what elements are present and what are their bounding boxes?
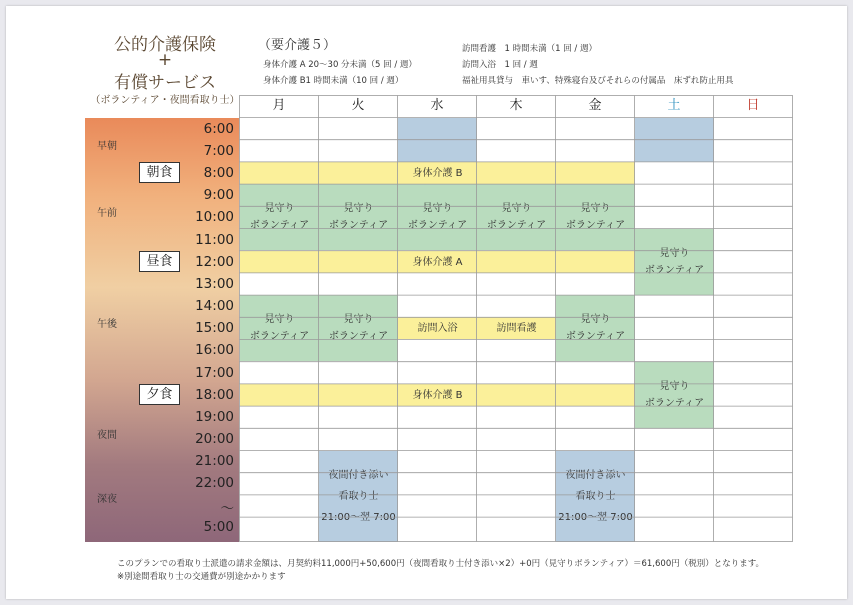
volunteer-label: ボランティア	[407, 220, 468, 231]
meal-lunch: 昼食	[139, 251, 180, 272]
time-label: 9:00	[203, 187, 234, 203]
body-care-b-label: 身体介護 B	[412, 389, 463, 401]
watch-label: 見守り	[501, 203, 532, 214]
time-label: 12:00	[195, 254, 234, 270]
time-label: 5:00	[203, 519, 234, 535]
time-label: 8:00	[203, 165, 234, 181]
time-label: 10:00	[195, 209, 234, 225]
watch-label: 見守り	[343, 203, 374, 214]
volunteer-label: ボランティア	[328, 220, 389, 231]
mitori-label: 看取り士	[575, 491, 616, 502]
watch-label: 見守り	[422, 203, 453, 214]
watch-label: 見守り	[343, 314, 374, 325]
visit-bath-label: 訪問入浴	[417, 322, 458, 334]
time-label: 15:00	[195, 320, 234, 336]
note-visit-bath: 訪問入浴 1 回 / 週	[462, 60, 538, 70]
volunteer-label: ボランティア	[644, 265, 705, 276]
volunteer-label: ボランティア	[249, 331, 310, 342]
volunteer-label: ボランティア	[328, 331, 389, 342]
time-label: 17:00	[195, 365, 234, 381]
time-label: 21:00	[195, 453, 234, 469]
note-body-care-b: 身体介護 B1 時間未満（10 回 / 週）	[263, 76, 404, 86]
time-label: 20:00	[195, 431, 234, 447]
time-label: 11:00	[195, 232, 234, 248]
day-tue: 火	[351, 98, 365, 113]
meal-dinner: 夕食	[139, 384, 180, 405]
time-label: ～	[220, 501, 234, 517]
volunteer-label: ボランティア	[565, 220, 626, 231]
time-label: 13:00	[195, 276, 234, 292]
note-body-care-a: 身体介護 A 20～30 分未満（5 回 / 週）	[263, 60, 417, 70]
visit-nursing-label: 訪問看護	[496, 322, 537, 334]
day-fri: 金	[588, 98, 602, 113]
title-plus: +	[157, 50, 173, 70]
time-label: 22:00	[195, 475, 234, 491]
mitori-label: 看取り士	[338, 491, 379, 502]
body-care-a-label: 身体介護 A	[412, 256, 463, 268]
time-label: 18:00	[195, 387, 234, 403]
note-visit-nursing: 訪問看護 1 時間未満（1 回 / 週）	[462, 44, 597, 54]
care-level: （要介護５）	[258, 38, 337, 53]
day-mon: 月	[272, 98, 286, 113]
time-label: 7:00	[203, 143, 234, 159]
watch-label: 見守り	[580, 203, 611, 214]
watch-label: 見守り	[659, 381, 690, 392]
watch-label: 見守り	[659, 248, 690, 259]
title-paid-service: 有償サービス	[114, 73, 216, 93]
day-thu: 木	[509, 98, 523, 113]
time-label: 19:00	[195, 409, 234, 425]
day-sat: 土	[667, 98, 681, 113]
volunteer-label: ボランティア	[644, 398, 705, 409]
time-label: 16:00	[195, 342, 234, 358]
volunteer-label: ボランティア	[486, 220, 547, 231]
title-subtitle: （ボランティア・夜間看取り士）	[90, 95, 240, 106]
day-wed: 水	[430, 98, 444, 113]
footer-billing: このプランでの看取り士派遣の請求金額は、月契約料11,000円+50,600円（夜間看取り士付き添い×2）+0円（見守りボランティア）＝61,600円（税別）となります。	[117, 559, 765, 569]
night-hours-label: 21:00～翌 7:00	[558, 512, 633, 523]
meal-breakfast: 朝食	[139, 162, 180, 183]
watch-label: 見守り	[264, 314, 295, 325]
footer-transport-note: ※別途間看取り士の交通費が別途かかります	[117, 572, 286, 582]
period-late-night: 深夜	[97, 494, 117, 505]
period-early-morning: 早朝	[97, 141, 117, 152]
period-morning: 午前	[97, 208, 117, 219]
day-sun: 日	[746, 98, 760, 113]
watch-label: 見守り	[264, 203, 295, 214]
period-night: 夜間	[97, 430, 117, 441]
night-attend-label: 夜間付き添い	[565, 470, 626, 481]
volunteer-label: ボランティア	[249, 220, 310, 231]
body-care-b-label: 身体介護 B	[412, 167, 463, 179]
volunteer-label: ボランティア	[565, 331, 626, 342]
title-public-care: 公的介護保険	[114, 35, 216, 55]
period-afternoon: 午後	[97, 319, 117, 330]
night-attend-label: 夜間付き添い	[328, 470, 389, 481]
watch-label: 見守り	[580, 314, 611, 325]
night-hours-label: 21:00～翌 7:00	[321, 512, 396, 523]
note-welfare-equipment: 福祉用具貸与 車いす、特殊寝台及びそれらの付属品 床ずれ防止用具	[462, 76, 734, 86]
time-label: 14:00	[195, 298, 234, 314]
time-label: 6:00	[203, 121, 234, 137]
